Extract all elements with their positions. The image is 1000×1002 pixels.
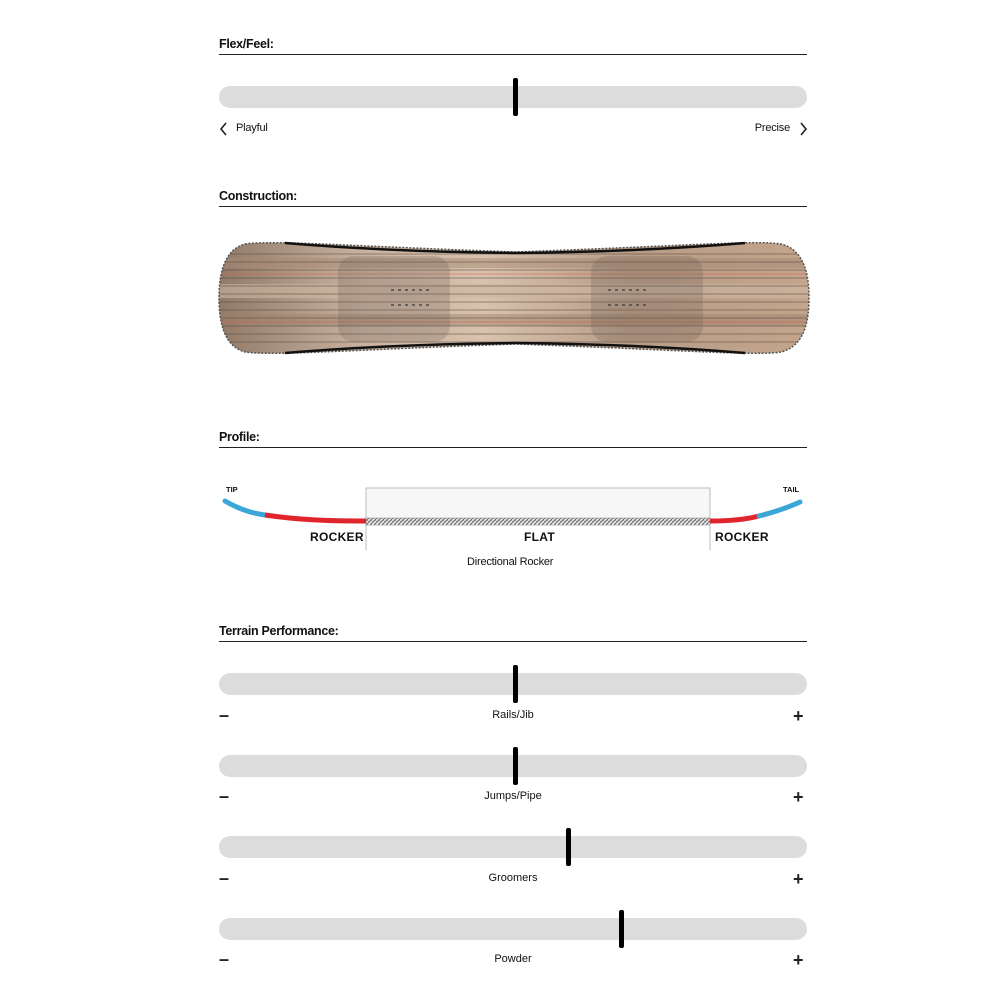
construction-title: Construction: xyxy=(219,189,807,207)
rails-jib-label: Rails/Jib xyxy=(492,709,534,721)
powder-slider-track[interactable] xyxy=(219,918,807,940)
minus-icon: – xyxy=(219,949,230,969)
profile-flat-label: FLAT xyxy=(524,530,555,544)
powder-slider-marker[interactable] xyxy=(619,910,624,948)
chevron-left-icon xyxy=(219,122,228,136)
flex-feel-title: Flex/Feel: xyxy=(219,37,807,55)
flex-right-label: Precise xyxy=(754,122,790,134)
flex-slider-track[interactable] xyxy=(219,86,807,108)
minus-icon: – xyxy=(219,705,230,725)
profile-left-rocker-label: ROCKER xyxy=(310,530,364,544)
chevron-right-icon xyxy=(799,122,808,136)
minus-icon: – xyxy=(219,786,230,806)
flex-slider-marker[interactable] xyxy=(513,78,518,116)
terrain-performance-title: Terrain Performance: xyxy=(219,624,807,642)
plus-icon: + xyxy=(793,706,804,726)
profile-tip-label: TIP xyxy=(226,485,238,494)
powder-label: Powder xyxy=(494,953,532,965)
plus-icon: + xyxy=(793,950,804,970)
jumps-pipe-slider-marker[interactable] xyxy=(513,747,518,785)
flex-left-label: Playful xyxy=(236,122,268,134)
groomers-label: Groomers xyxy=(488,872,538,884)
jumps-pipe-label: Jumps/Pipe xyxy=(484,790,542,802)
profile-tail-label: TAIL xyxy=(783,485,800,494)
plus-icon: + xyxy=(793,787,804,807)
profile-caption: Directional Rocker xyxy=(467,556,554,568)
rails-jib-slider-marker[interactable] xyxy=(513,665,518,703)
profile-right-rocker-label: ROCKER xyxy=(715,530,769,544)
snowboard-construction-image xyxy=(215,236,811,362)
groomers-slider-track[interactable] xyxy=(219,836,807,858)
jumps-pipe-slider-track[interactable] xyxy=(219,755,807,777)
profile-title: Profile: xyxy=(219,430,807,448)
rails-jib-slider-track[interactable] xyxy=(219,673,807,695)
minus-icon: – xyxy=(219,868,230,888)
groomers-slider-marker[interactable] xyxy=(566,828,571,866)
plus-icon: + xyxy=(793,869,804,889)
